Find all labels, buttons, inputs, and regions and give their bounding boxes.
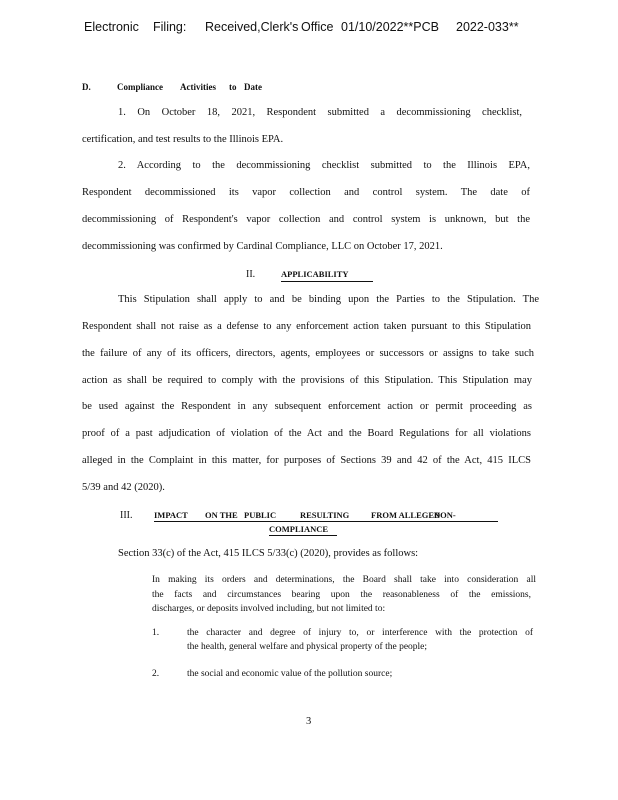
section-iii-title-underline-1: [154, 521, 498, 522]
section-d-word-compliance: Compliance: [117, 82, 163, 92]
statute-item-1-line-2: the health, general welfare and physical property of the people;: [187, 642, 428, 652]
header-office: Office: [301, 20, 334, 34]
applicability-line-4: action as shall be required to comply with the provisions of this Stipulation. This Stipulation may: [82, 375, 532, 386]
applicability-line-7: alleged in the Complaint in this matter, for purposes of Sections 39 and 42 of the Act, 415 ILCS: [82, 455, 531, 466]
section-33c-intro: Section 33(c) of the Act, 415 ILCS 5/33(c) (2020), provides as follows:: [118, 548, 419, 559]
header-case-number: 2022-033**: [456, 20, 519, 34]
statute-quote-line-1: In making its orders and determinations, the Board shall take into consideration all: [152, 575, 536, 585]
header-received: Received,Clerk's: [205, 20, 299, 34]
statute-item-1-number: 1.: [152, 628, 160, 638]
section-d-para2-line2: Respondent decommissioned its vapor collection and control system. The date of: [82, 187, 530, 198]
section-d-word-date: Date: [244, 82, 262, 92]
applicability-line-2: Respondent shall not raise as a defense to any enforcement action taken pursuant to this Stipulation: [82, 321, 531, 332]
section-d-para2-line1: 2. According to the decommissioning checklist submitted to the Illinois EPA,: [118, 160, 530, 171]
section-iii-word-on-the: ON THE: [205, 510, 238, 520]
section-d-para1-line2: certification, and test results to the Illinois EPA.: [82, 134, 284, 145]
section-iii-numeral: III.: [120, 510, 133, 521]
section-d-para1-line1: 1. On October 18, 2021, Respondent submitted a decommissioning checklist,: [118, 107, 522, 118]
statute-quote-line-3: discharges, or deposits involved including, but not limited to:: [152, 604, 386, 614]
applicability-line-1: This Stipulation shall apply to and be binding upon the Parties to the Stipulation. The: [118, 294, 539, 305]
statute-item-2-number: 2.: [152, 669, 160, 679]
section-iii-word-resulting: RESULTING: [300, 510, 350, 520]
section-d-para2-line4: decommissioning was confirmed by Cardinal Compliance, LLC on October 17, 2021.: [82, 241, 443, 252]
section-iii-word-impact: IMPACT: [154, 510, 188, 520]
statute-item-1-line-1: the character and degree of injury to, or interference with the protection of: [187, 628, 533, 638]
section-iii-word-compliance: COMPLIANCE: [269, 524, 329, 534]
header-date-pcb: 01/10/2022**PCB: [341, 20, 439, 34]
section-ii-numeral: II.: [246, 269, 256, 280]
statute-quote-line-2: the facts and circumstances bearing upon the reasonableness of the emissions,: [152, 590, 531, 600]
section-ii-title-underline: [281, 281, 373, 282]
applicability-line-8: 5/39 and 42 (2020).: [82, 482, 165, 493]
applicability-line-5: be used against the Respondent in any subsequent enforcement action or permit proceeding as: [82, 401, 532, 412]
section-d-letter: D.: [82, 82, 91, 92]
applicability-line-3: the failure of any of its officers, directors, agents, employees or successors or assigns to take such: [82, 348, 534, 359]
applicability-line-6: proof of a past adjudication of violation of the Act and the Board Regulations for all violations: [82, 428, 531, 439]
header-electronic: Electronic: [84, 20, 139, 34]
header-filing: Filing:: [153, 20, 187, 34]
section-iii-word-public: PUBLIC: [244, 510, 277, 520]
section-ii-title: APPLICABILITY: [281, 269, 349, 279]
page-number: 3: [306, 716, 312, 727]
section-d-word-to: to: [229, 82, 237, 92]
section-iii-title-underline-2: [269, 535, 337, 536]
statute-item-2-line-1: the social and economic value of the pollution source;: [187, 669, 393, 679]
section-iii-word-from-alleged: FROM ALLEGED: [371, 510, 441, 520]
section-d-para2-line3: decommissioning of Respondent's vapor collection and control system is unknown, but the: [82, 214, 530, 225]
section-iii-word-non: NON-: [434, 510, 456, 520]
section-d-word-activities: Activities: [180, 82, 216, 92]
